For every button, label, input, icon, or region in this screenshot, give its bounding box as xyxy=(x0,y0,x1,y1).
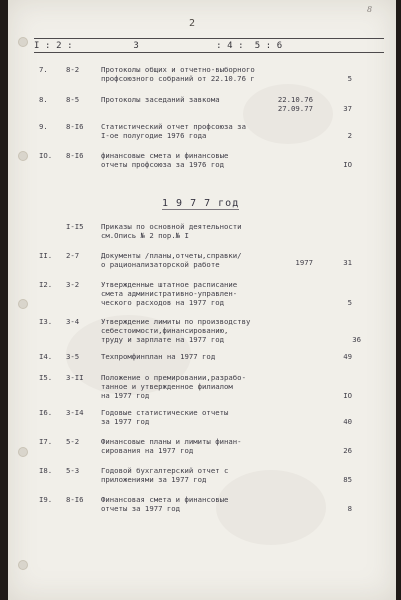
row-description-line: Статистический отчет профсоюза за xyxy=(101,122,246,131)
row-amount: 8 xyxy=(347,504,352,513)
row-number: 8. xyxy=(39,95,48,104)
row-number: I6. xyxy=(39,408,53,417)
row-code: 8-2 xyxy=(66,65,80,74)
row-description-line: отчеты за 1977 год xyxy=(101,504,181,513)
row-description-line: Документы /планы,отчеты,справки/ xyxy=(101,251,242,260)
row-number: I2. xyxy=(39,280,53,289)
row-description-line: отчеты профсоюза за 1976 год xyxy=(101,160,225,169)
row-description-line: финансовые смета и финансовые xyxy=(101,151,229,160)
row-description-line: ческого расходов на 1977 год xyxy=(101,298,225,307)
row-amount: 5 xyxy=(347,74,352,83)
row-description-line: Финансовые планы и лимиты финан- xyxy=(101,437,242,446)
row-amount: 49 xyxy=(343,352,352,361)
row-code: 5-2 xyxy=(66,437,80,446)
row-description-line: танное и утвержденное филиалом xyxy=(101,382,233,391)
row-description-line: Утвержденные штатное расписание xyxy=(101,280,238,289)
row-number: I5. xyxy=(39,373,53,382)
row-amount: 85 xyxy=(343,475,352,484)
row-code: 8-5 xyxy=(66,95,80,104)
row-number: I9. xyxy=(39,495,53,504)
inventory-rows xyxy=(8,0,396,600)
row-number: 9. xyxy=(39,122,48,131)
row-amount: 31 xyxy=(343,258,352,267)
section-heading: 1 9 7 7 год xyxy=(162,198,240,209)
row-date: 27.09.77 xyxy=(277,104,313,113)
table-header: I : 2 : 3 : 4 : 5 : 6 xyxy=(34,41,283,51)
row-amount: IO xyxy=(343,160,352,169)
row-number: II. xyxy=(39,251,53,260)
row-amount: 40 xyxy=(343,417,352,426)
row-description-line: на 1977 год xyxy=(101,391,150,400)
row-amount: 37 xyxy=(343,104,352,113)
row-description-line: Положение о премировании,разрабо- xyxy=(101,373,246,382)
row-code: 5-3 xyxy=(66,466,80,475)
page-number: 2 xyxy=(189,18,196,29)
row-description-line: Утверждение лимиты по производству xyxy=(101,317,251,326)
row-description-line: сирования на 1977 год xyxy=(101,446,194,455)
row-description-line: Протоколы заседаний завкома xyxy=(101,95,220,104)
row-description-line: себестоимости,финансированию, xyxy=(101,326,229,335)
row-number: I4. xyxy=(39,352,53,361)
row-number: I3. xyxy=(39,317,53,326)
row-code: 8-I6 xyxy=(66,495,84,504)
row-code: 3-I4 xyxy=(66,408,84,417)
row-description-line: Приказы по основной деятельности xyxy=(101,222,242,231)
row-amount: IO xyxy=(343,391,352,400)
row-description-line: смета административно-управлен- xyxy=(101,289,238,298)
row-description-line: приложениями за 1977 год xyxy=(101,475,207,484)
row-description-line: I-ое полугодие 1976 года xyxy=(101,131,207,140)
row-description-line: профсоюзного собраний от 22.10.76 г xyxy=(101,74,255,83)
row-date: 1977 xyxy=(295,258,313,267)
row-number: I7. xyxy=(39,437,53,446)
row-description-line: см.Опись № 2 пор.№ I xyxy=(101,231,189,240)
row-code: 2-7 xyxy=(66,251,80,260)
row-description-line: Годовой бухгалтерский отчет с xyxy=(101,466,229,475)
row-description-line: за 1977 год xyxy=(101,417,150,426)
row-description-line: Финансовая смета и финансовые xyxy=(101,495,229,504)
stamp-number: 8 xyxy=(367,5,373,14)
row-amount: 36 xyxy=(352,335,361,344)
row-code: 3-5 xyxy=(66,352,80,361)
document-sheet xyxy=(8,0,396,600)
row-description-line: Техпромфинплан на 1977 год xyxy=(101,352,216,361)
row-amount: 5 xyxy=(347,298,352,307)
row-description-line: о рационализаторской работе xyxy=(101,260,220,269)
row-code: 8-I6 xyxy=(66,122,84,131)
row-description-line: Протоколы общих и отчетно-выборного xyxy=(101,65,255,74)
row-code: 8-I6 xyxy=(66,151,84,160)
row-code: 3-2 xyxy=(66,280,80,289)
row-code: I-I5 xyxy=(66,222,84,231)
row-amount: 2 xyxy=(347,131,352,140)
row-description-line: Годовые статистические отчеты xyxy=(101,408,229,417)
row-description-line: труду и зарплате на 1977 год xyxy=(101,335,225,344)
row-code: 3-II xyxy=(66,373,84,382)
row-amount: 26 xyxy=(343,446,352,455)
row-number: 7. xyxy=(39,65,48,74)
row-date: 22.10.76 xyxy=(277,95,313,104)
row-code: 3-4 xyxy=(66,317,80,326)
row-number: IO. xyxy=(39,151,53,160)
row-number: I8. xyxy=(39,466,53,475)
